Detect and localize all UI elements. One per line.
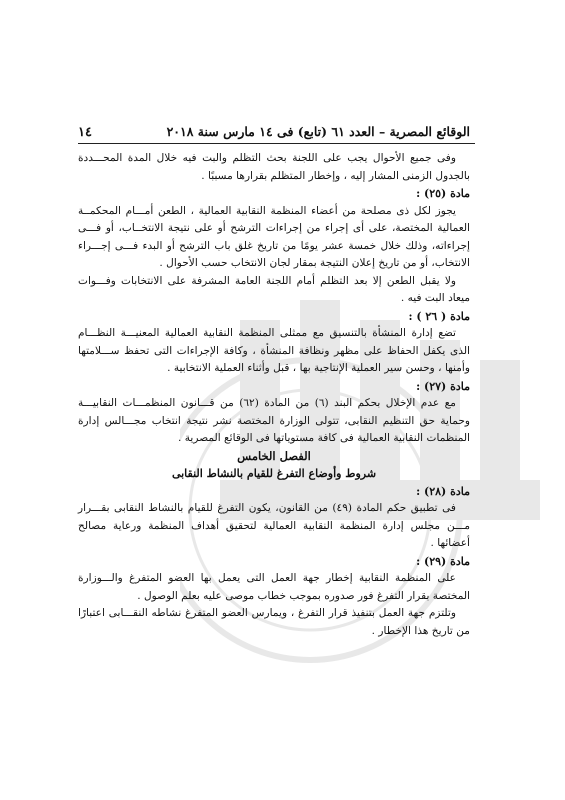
paragraph: فى تطبيق حكم المادة (٤٩) من القانون، يكون التفرغ للقيام بالنشاط النقابى بقـــرار مـــن مجلس إدارة المنظمة النقابية العمالية لتحقيق أهداف المنظمة ورعاية مصالح أعضائها . <box>78 502 470 549</box>
chapter-subtitle: شروط وأوضاع التفرغ للقيام بالنشاط النقابى <box>171 467 377 480</box>
article-29-label: مادة (٢٩) : <box>416 554 470 568</box>
paragraph: مع عدم الإخلال بحكم البند (٦) من المادة (٦٢) من قـــانون المنظمـــات النقابيـــة وحماية حق التنظيم النقابى، تتولى الوزارة المختصة نشر نتيجة انتخاب مجـــالس إدارة المنظمات النقابية العمالية فى كافة مستوياتها فى الوقائع المصرية . <box>78 397 470 444</box>
paragraph: وفى جميع الأحوال يجب على اللجنة بحث التظلم والبت فيه خلال المدة المحـــددة بالجدول الزمنى المشار إليه ، وإخطار المتظلم بقرارها مسببًا . <box>78 152 470 182</box>
paragraph: يجوز لكل ذى مصلحة من أعضاء المنظمة النقابية العمالية ، الطعن أمـــام المحكمــة العمالية المختصة، على أى إجراء من إجراءات الترشح أو على نتيجة الانتخــاب، أو فـــى إجراءاته، وذلك خلال خمسة عشر يومًا من تاريخ غلق باب الترشح أو البدء فـــى إجـــراء الانتخاب، أو من تاريخ إعلان النتيجة بمقار لجان الانتخاب حسب الأحوال . <box>78 204 470 269</box>
page-header <box>78 124 470 140</box>
article-27-label: مادة (٢٧) : <box>416 379 470 393</box>
article-heading <box>78 483 470 501</box>
header-title: الوقائع المصرية – العدد ٦١ (تابع) فى ١٤ مارس سنة ٢٠١٨ <box>166 124 470 139</box>
chapter-title: الفصل الخامس <box>237 448 311 463</box>
article-26-label: مادة ( ٢٦ ) : <box>408 309 470 323</box>
paragraph: ولا يقبل الطعن إلا بعد التظلم أمام اللجنة العامة المشرفة على الانتخابات وفـــوات ميعاد البت فيه . <box>78 274 470 304</box>
article-heading <box>78 378 470 396</box>
paragraph: على المنظمة النقابية إخطار جهة العمل التى يعمل بها العضو المتفرغ والـــوزارة المختصة بقرار التفرغ فور صدوره بموجب خطاب موصى عليه بعلم الوصول . <box>78 572 470 602</box>
document-body <box>78 150 470 640</box>
header-rule <box>78 143 475 144</box>
article-heading <box>78 553 470 571</box>
article-heading <box>78 308 470 326</box>
article-25-label: مادة (٢٥) : <box>416 187 470 200</box>
page-number: ١٤ <box>78 125 92 140</box>
paragraph: وتلتزم جهة العمل بتنفيذ قرار التفرغ ، ويمارس العضو المتفرغ نشاطه النقـــابى اعتبارًا من تاريخ هذا الإخطار . <box>78 607 470 637</box>
article-heading <box>78 185 470 203</box>
paragraph: تضع إدارة المنشأة بالتنسيق مع ممثلى المنظمة النقابية العمالية المعنيـــة النظـــام الذى يكفل الحفاظ على مظهر ونظافة المنشأة ، وكافة الإجراءات التى تحفظ ســـلامتها وأمنها ، وحسن سير العملية الإنتاجية بها ، قبل وأثناء العملية الانتخابية . <box>78 327 470 374</box>
article-28-label: مادة (٢٨) : <box>416 484 470 498</box>
